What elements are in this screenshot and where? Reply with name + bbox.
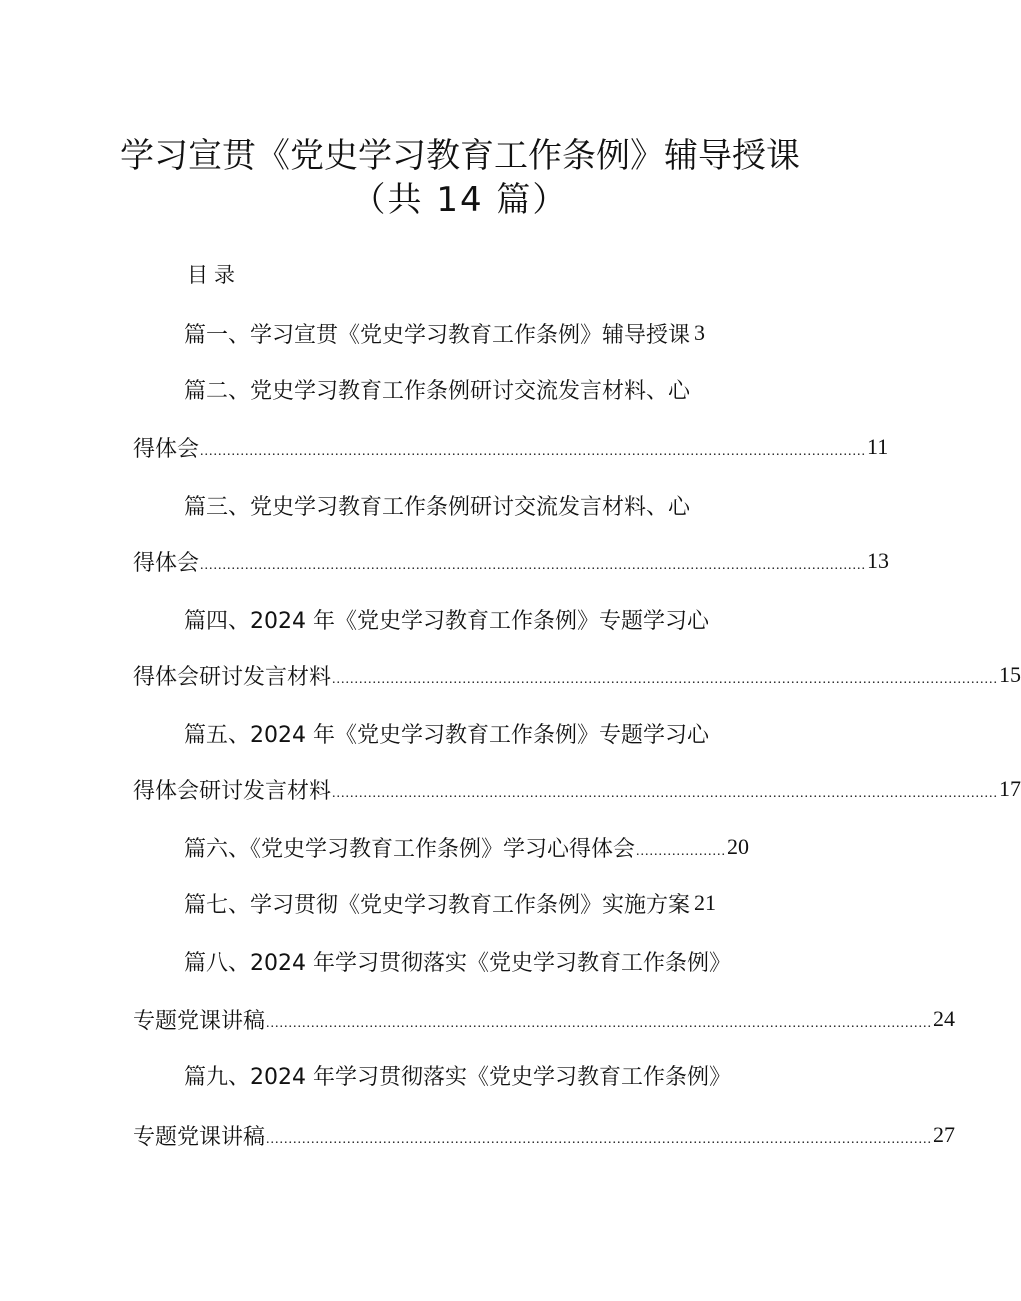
toc-page-number: 17 — [999, 776, 1021, 801]
toc-page-number: 13 — [867, 548, 890, 573]
toc-leader-dots: .................................................................................................................................................... — [266, 1132, 933, 1147]
toc-entry-title-cont: 得体会研讨发言材料 — [133, 778, 332, 804]
toc-entry-3[interactable] — [184, 488, 690, 522]
toc-entry-title-cont: 得体会 — [133, 436, 200, 462]
toc-entry-title: 篇一、学习宣贯《党史学习教育工作条例》辅导授课 — [184, 322, 691, 348]
toc-entry-title: 篇二、党史学习教育工作条例研讨交流发言材料、心 — [184, 378, 691, 404]
toc-entry-title: 篇九、2024 年学习贯彻落实《党史学习教育工作条例》 — [184, 1064, 731, 1090]
toc-entry-title: 篇七、学习贯彻《党史学习教育工作条例》实施方案 — [184, 892, 691, 918]
document-title: 学习宣贯《党史学习教育工作条例》辅导授课 — [120, 136, 800, 176]
toc-page-number: 20 — [727, 834, 750, 859]
toc-page-number: 11 — [867, 434, 889, 459]
toc-entry-6[interactable] — [184, 830, 750, 864]
toc-entry-1[interactable] — [184, 316, 705, 350]
toc-page-number: 24 — [933, 1006, 956, 1031]
toc-entry-2-continuation[interactable] — [133, 430, 889, 464]
toc-entry-8-continuation[interactable] — [133, 1002, 956, 1036]
toc-entry-title-cont: 得体会 — [133, 550, 200, 576]
toc-entry-2[interactable] — [184, 372, 690, 406]
toc-leader-dots: .................................................................................................................................................... — [332, 786, 999, 801]
toc-leader-dots: .................................................................................................................................................... — [266, 1016, 933, 1031]
toc-entry-3-continuation[interactable] — [133, 544, 890, 578]
toc-page-number: 15 — [999, 662, 1021, 687]
toc-entry-title: 篇五、2024 年《党史学习教育工作条例》专题学习心 — [184, 722, 709, 748]
toc-heading: 目录 — [187, 263, 241, 287]
toc-entry-9-continuation[interactable] — [133, 1118, 956, 1152]
toc-entry-title: 篇三、党史学习教育工作条例研讨交流发言材料、心 — [184, 494, 691, 520]
toc-entry-4[interactable] — [184, 602, 709, 636]
toc-leader-dots: .................... — [636, 844, 727, 859]
toc-entry-8[interactable] — [184, 944, 731, 978]
toc-page-number: 3 — [694, 320, 706, 345]
toc-leader-dots: .................................................................................................................................................... — [200, 444, 867, 459]
toc-leader-dots: .................................................................................................................................................... — [200, 558, 867, 573]
toc-entry-title-cont: 专题党课讲稿 — [133, 1124, 266, 1150]
toc-entry-title: 篇六、《党史学习教育工作条例》学习心得体会 — [184, 836, 636, 862]
document-subtitle: （共 14 篇） — [351, 180, 569, 220]
toc-entry-4-continuation[interactable] — [133, 658, 1021, 692]
toc-entry-title-cont: 专题党课讲稿 — [133, 1008, 266, 1034]
toc-entry-5[interactable] — [184, 716, 709, 750]
toc-entry-title: 篇八、2024 年学习贯彻落实《党史学习教育工作条例》 — [184, 950, 731, 976]
toc-entry-7[interactable] — [184, 886, 716, 920]
toc-entry-title-cont: 得体会研讨发言材料 — [133, 664, 332, 690]
toc-entry-5-continuation[interactable] — [133, 772, 1021, 806]
toc-entry-title: 篇四、2024 年《党史学习教育工作条例》专题学习心 — [184, 608, 709, 634]
toc-page-number: 27 — [933, 1122, 956, 1147]
toc-entry-9[interactable] — [184, 1058, 731, 1092]
toc-page-number: 21 — [694, 890, 717, 915]
toc-leader-dots: .................................................................................................................................................... — [332, 672, 999, 687]
